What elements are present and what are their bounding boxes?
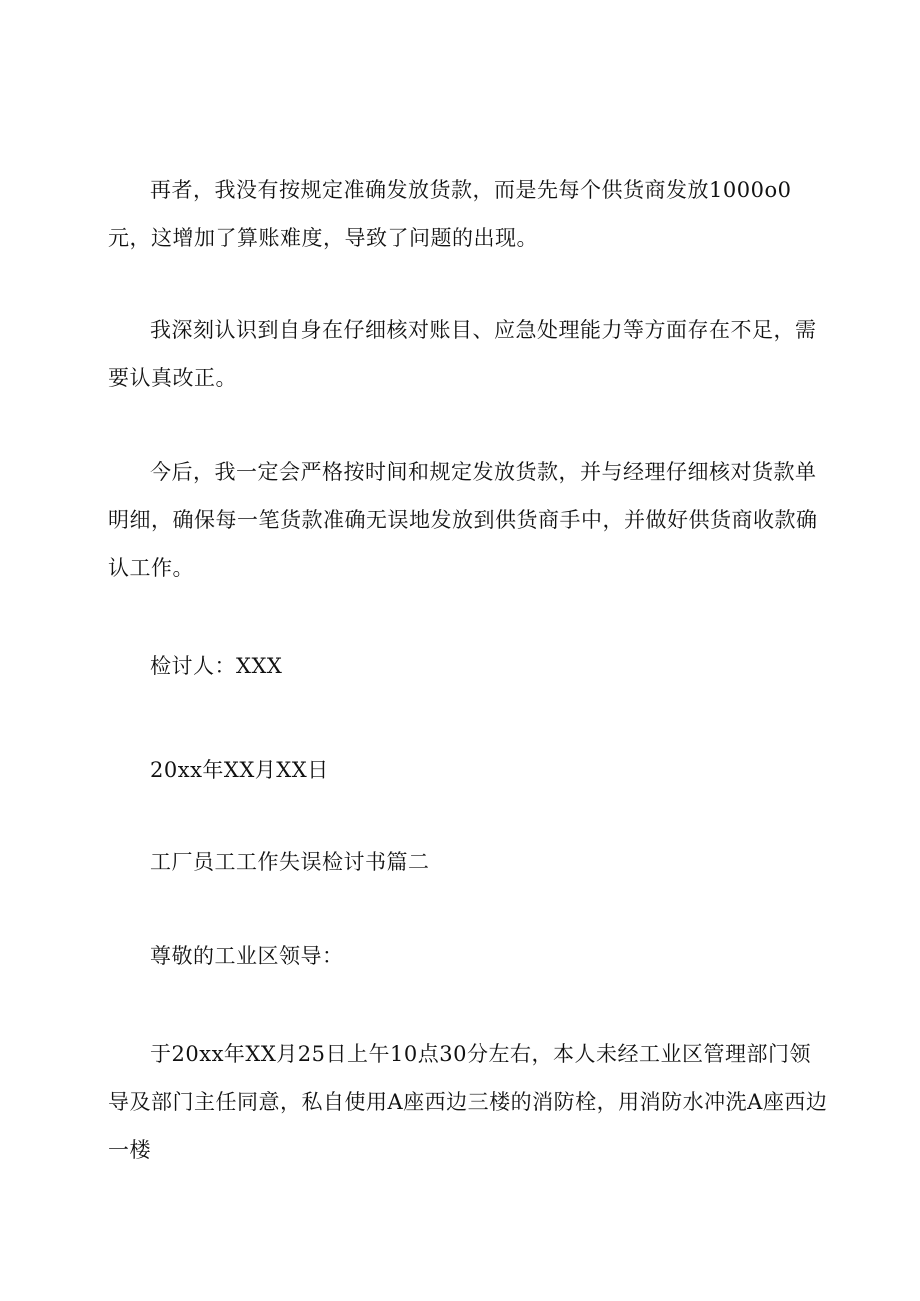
paragraph-future-commitment: 今后，我一定会严格按时间和规定发放货款，并与经理仔细核对货款单明细，确保每一笔货款准确无误地发放到供货商手中，并做好供货商收款确认工作。: [108, 460, 818, 580]
signature-line: 检讨人：XXX: [150, 654, 283, 678]
section-title: 工厂员工工作失误检讨书篇二: [150, 850, 430, 874]
paragraph-self-reflection: 我深刻认识到自身在仔细核对账目、应急处理能力等方面存在不足，需要认真改正。: [108, 318, 817, 390]
paragraph-incident-description: 于20xx年XX月25日上午10点30分左右，本人未经工业区管理部门领导及部门主任同意，私自使用A座西边三楼的消防栓，用消防水冲洗A座西边一楼: [108, 1042, 828, 1162]
greeting-line: 尊敬的工业区领导：: [150, 944, 344, 968]
paragraph-payment-error: 再者，我没有按规定准确发放货款，而是先每个供货商发放1000o0元，这增加了算账难度，导致了问题的出现。: [108, 178, 792, 250]
date-line: 20xx年XX月XX日: [150, 758, 329, 782]
